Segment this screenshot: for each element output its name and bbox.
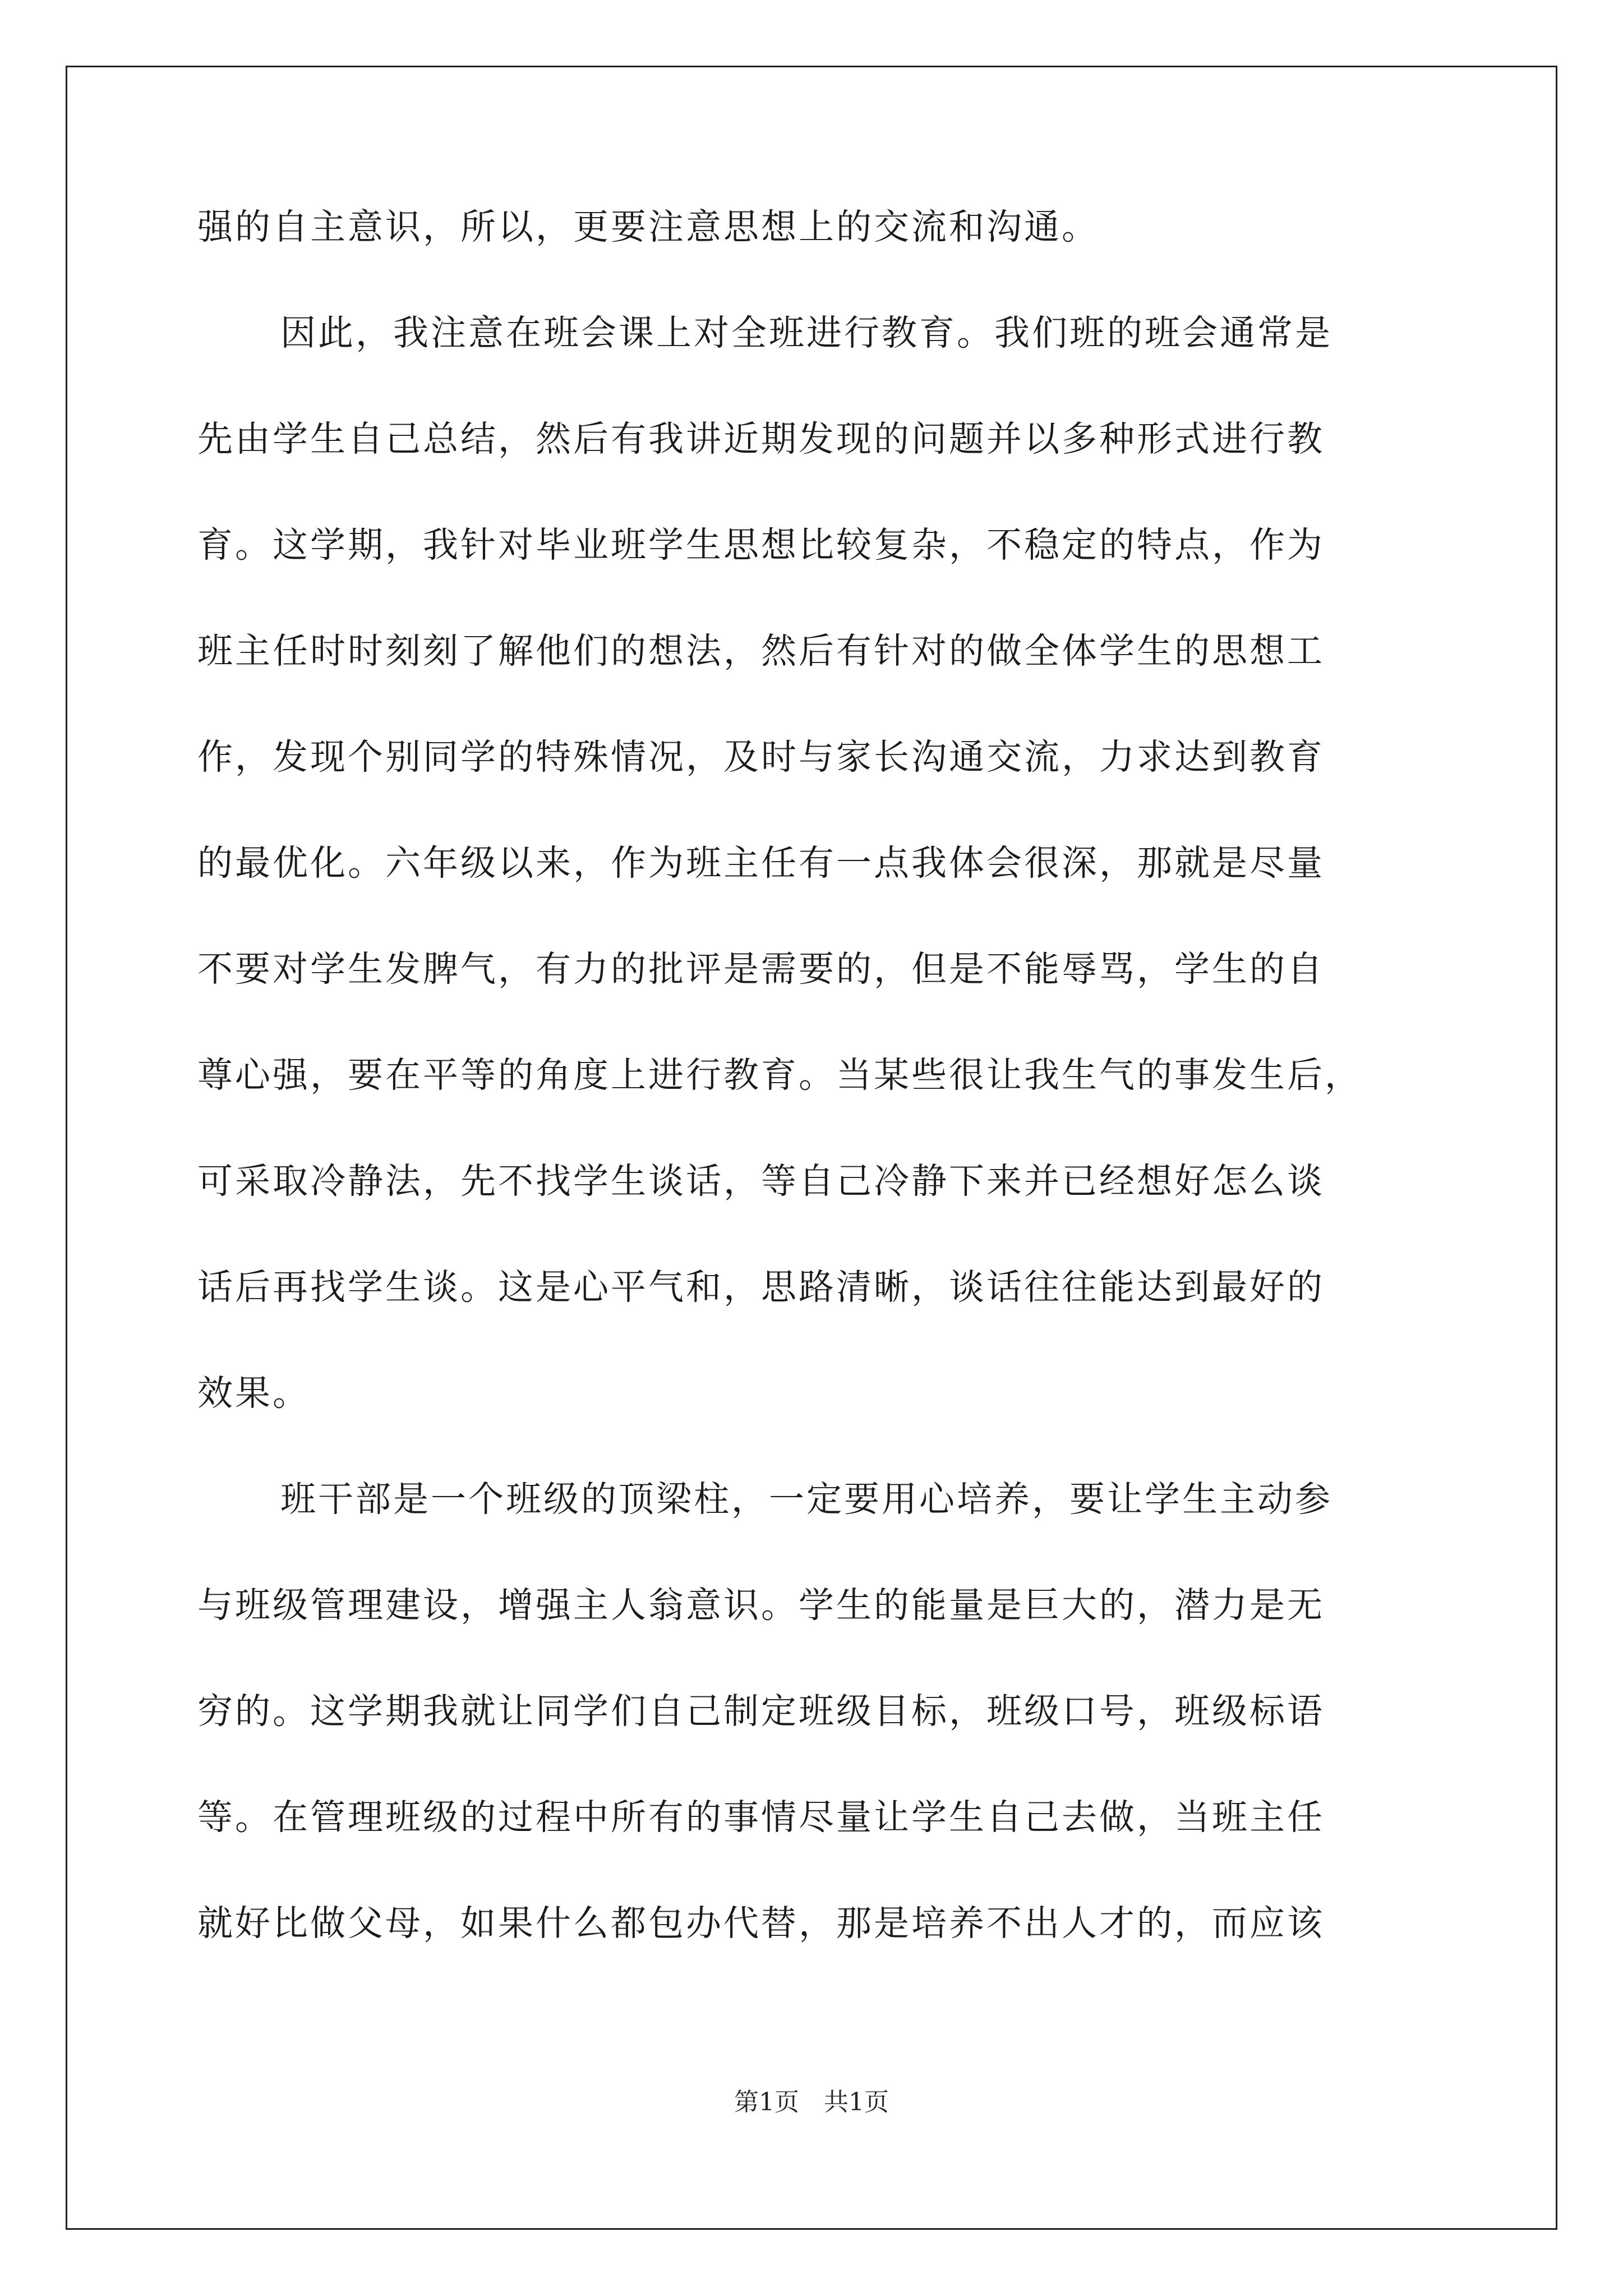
document-body [197,174,1437,1976]
text-line: 育。这学期，我针对毕业班学生思想比较复杂，不稳定的特点，作为 [197,524,1325,565]
paragraph-start-line: 因此，我注意在班会课上对全班进行教育。我们班的班会通常是 [280,312,1332,353]
text-line: 效果。 [197,1373,310,1414]
text-line: 班主任时时刻刻了解他们的想法，然后有针对的做全体学生的思想工 [197,631,1325,671]
text-line: 穷的。这学期我就让同学们自己制定班级目标，班级口号，班级标语 [197,1691,1325,1732]
text-line: 先由学生自己总结，然后有我讲近期发现的问题并以多种形式进行教 [197,418,1325,459]
text-line: 话后再找学生谈。这是心平气和，思路清晰，谈话往往能达到最好的 [197,1267,1325,1308]
text-line: 不要对学生发脾气，有力的批评是需要的，但是不能辱骂，学生的自 [197,949,1325,990]
text-line: 作，发现个别同学的特殊情况，及时与家长沟通交流，力求达到教育 [197,737,1325,777]
page-number-footer: 第1页 共1页 [734,2088,889,2116]
text-line: 强的自主意识，所以，更要注意思想上的交流和沟通。 [197,206,1099,247]
text-line: 就好比做父母，如果什么都包办代替，那是培养不出人才的，而应该 [197,1903,1325,1944]
paragraph-start-line: 班干部是一个班级的顶梁柱，一定要用心培养，要让学生主动参 [280,1479,1332,1520]
text-line: 与班级管理建设，增强主人翁意识。学生的能量是巨大的，潜力是无 [197,1585,1325,1626]
text-line: 等。在管理班级的过程中所有的事情尽量让学生自己去做，当班主任 [197,1797,1325,1838]
text-line: 可采取冷静法，先不找学生谈话，等自己冷静下来并已经想好怎么谈 [197,1161,1325,1202]
text-line: 的最优化。六年级以来，作为班主任有一点我体会很深，那就是尽量 [197,843,1325,884]
text-line: 尊心强，要在平等的角度上进行教育。当某些很让我生气的事发生后， [197,1055,1362,1096]
